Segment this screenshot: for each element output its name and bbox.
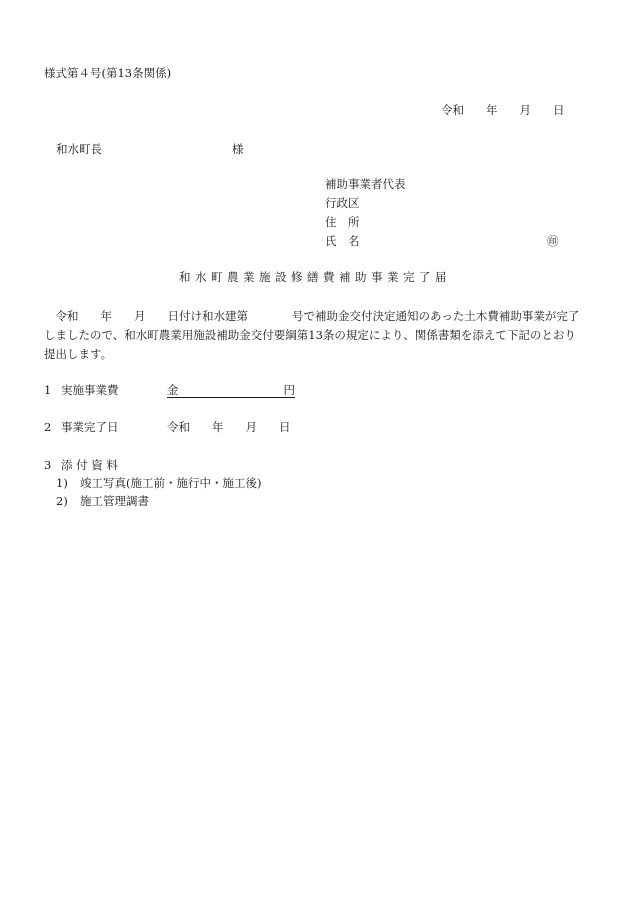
addressee-name: 和水町長 <box>56 142 102 156</box>
body-line-2: しましたので、和水町農業用施設補助金交付要綱第13条の規定により、関係書類を添えて下記のとおり <box>44 328 576 342</box>
attachment-text: 竣工写真(施工前・施行中・施工後) <box>80 476 262 490</box>
attachment-item <box>56 476 261 490</box>
applicant-district-label: 行政区 <box>325 196 360 210</box>
applicant-row <box>325 177 406 196</box>
attachment-item <box>56 494 149 508</box>
applicant-row <box>325 196 406 215</box>
date-month-unit: 月 <box>519 103 531 117</box>
item-cost <box>44 383 295 398</box>
document-title: 和水町農業施設修繕費補助事業完了届 <box>179 270 451 284</box>
applicant-row <box>325 234 559 253</box>
date-day-unit: 日 <box>553 103 565 117</box>
date-year-unit: 年 <box>486 103 498 117</box>
applicant-address-label: 住 所 <box>325 215 360 229</box>
body-notice-ref: 日付け和水建第 <box>167 309 248 323</box>
body-month-unit: 月 <box>134 309 146 323</box>
body-line-1 <box>44 307 584 326</box>
addressee <box>56 142 244 156</box>
attachment-text: 施工管理調書 <box>80 494 149 508</box>
body-paragraph <box>44 307 584 364</box>
amount-prefix: 金 <box>167 383 179 397</box>
body-year-unit: 年 <box>100 309 112 323</box>
attachment-number: 1) <box>56 476 68 490</box>
item-number: 3 <box>44 458 52 472</box>
completion-day-unit: 日 <box>279 420 291 434</box>
attachment-number: 2) <box>56 494 68 508</box>
item-label: 添 付 資 料 <box>61 458 118 472</box>
completion-year-unit: 年 <box>212 420 224 434</box>
completion-month-unit: 月 <box>245 420 257 434</box>
applicant-row <box>325 215 406 234</box>
completion-era: 令和 <box>167 420 190 434</box>
item-number: 1 <box>44 383 52 397</box>
amount-unit: 円 <box>283 383 295 397</box>
applicant-block <box>325 177 559 253</box>
item-completion-date <box>44 420 291 434</box>
applicant-representative-label: 補助事業者代表 <box>325 177 406 191</box>
item-number: 2 <box>44 420 52 434</box>
submission-date <box>441 103 565 117</box>
form-number: 様式第４号(第13条関係) <box>44 66 172 80</box>
addressee-honorific: 様 <box>232 142 244 156</box>
item-label: 実施事業費 <box>61 383 119 397</box>
item-label: 事業完了日 <box>61 420 119 434</box>
item-attachments <box>44 458 118 472</box>
seal-mark: ㊞ <box>547 234 559 248</box>
body-era: 令和 <box>55 309 79 323</box>
applicant-name-label: 氏 名 <box>325 234 360 248</box>
amount-field <box>167 383 295 398</box>
body-notice-text: 号で補助金交付決定通知のあった土木費補助事業が完了 <box>292 309 580 323</box>
date-era: 令和 <box>441 103 464 117</box>
body-line-3: 提出します。 <box>44 347 113 361</box>
